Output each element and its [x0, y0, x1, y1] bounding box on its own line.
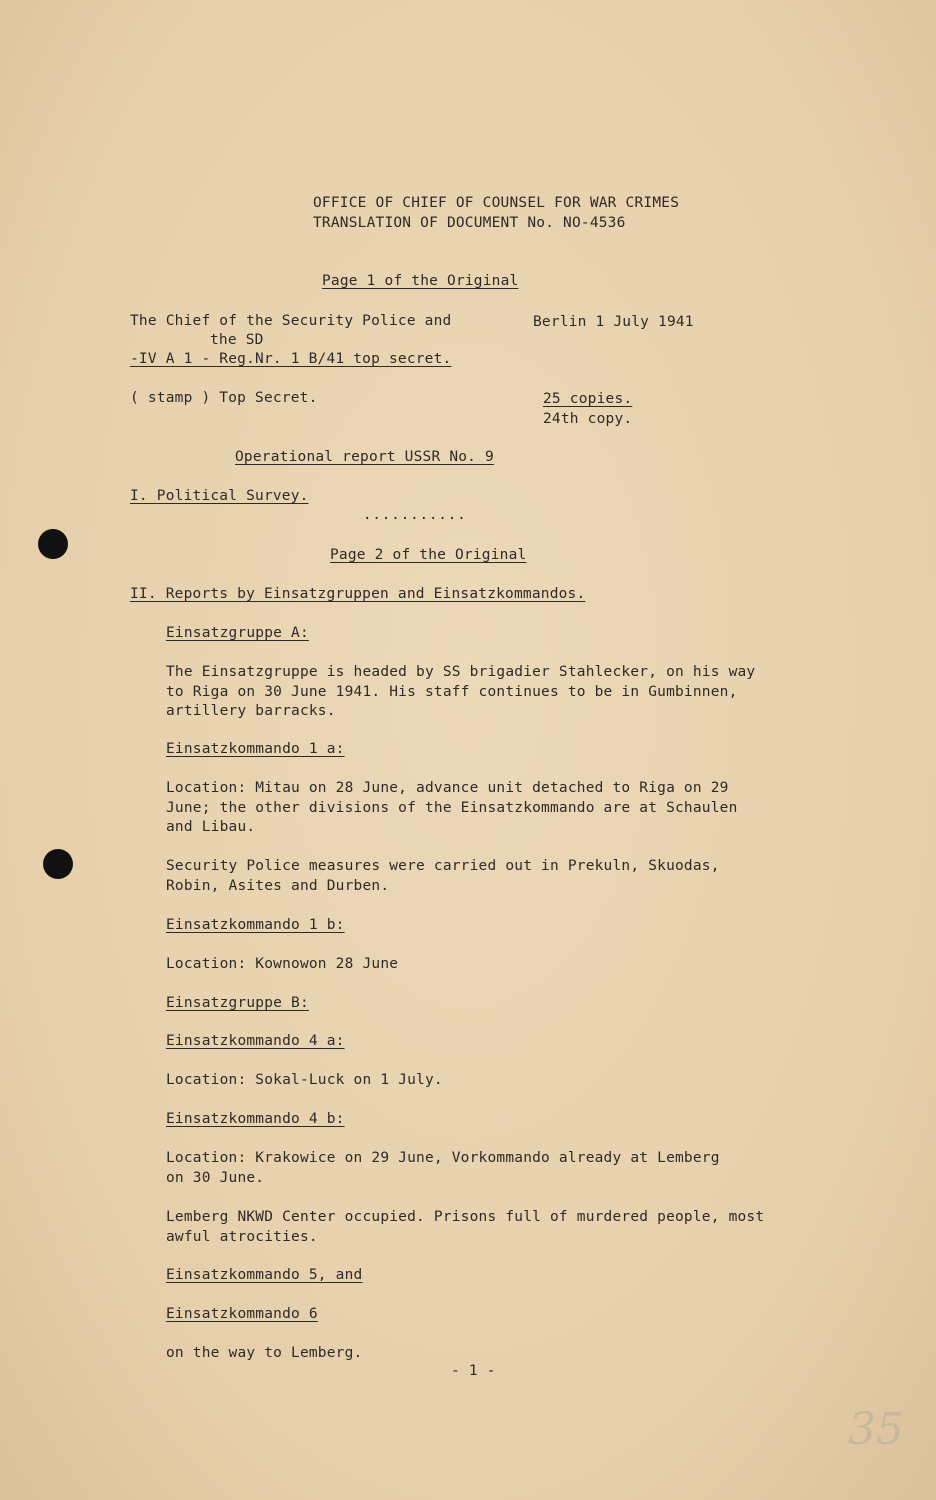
einsatzgruppe-a-text: The Einsatzgruppe is headed by SS brigadier Stahlecker, on his way to Riga on 30 June 1941. His staff continues to be in Gumbinnen, artillery barracks. [166, 664, 756, 719]
copies-count: 25 copies. [543, 391, 633, 407]
section-1-heading: I. Political Survey. [130, 488, 309, 504]
reference-number: -IV A 1 - Reg.Nr. 1 B/41 top secret. [130, 351, 452, 367]
copy-number: 24th copy. [543, 411, 633, 427]
einsatzkommando-1a-heading: Einsatzkommando 1 a: [166, 741, 345, 757]
einsatzkommando-5-heading: Einsatzkommando 5, and [166, 1267, 363, 1283]
einsatzkommando-1a-location: Location: Mitau on 28 June, advance unit detached to Riga on 29 June; the other divisions of the Einsatzkommando are at Schaulen and Libau. [166, 780, 738, 835]
einsatzkommando-1b-location: Location: Kownowon 28 June [166, 956, 399, 972]
einsatzkommando-1a-measures: Security Police measures were carried out in Prekuln, Skuodas, Robin, Asites and Durben. [166, 858, 720, 894]
page-number: - 1 - [451, 1363, 496, 1379]
einsatzkommando-4b-heading: Einsatzkommando 4 b: [166, 1111, 345, 1127]
document-date: Berlin 1 July 1941 [533, 314, 694, 330]
einsatzkommando-4a-heading: Einsatzkommando 4 a: [166, 1033, 345, 1049]
einsatzkommando-5-6-status: on the way to Lemberg. [166, 1345, 363, 1361]
omission-dots: ........... [363, 507, 467, 523]
einsatzkommando-4a-location: Location: Sokal-Luck on 1 July. [166, 1072, 443, 1088]
secrecy-stamp: ( stamp ) Top Secret. [130, 390, 318, 406]
sender-line-1: The Chief of the Security Police and [130, 313, 452, 329]
header-line-2: TRANSLATION OF DOCUMENT No. NO-4536 [313, 215, 626, 231]
einsatzgruppe-a-heading: Einsatzgruppe A: [166, 625, 309, 641]
punch-hole [38, 529, 68, 559]
einsatzgruppe-b-heading: Einsatzgruppe B: [166, 995, 309, 1011]
page-2-marker: Page 2 of the Original [330, 547, 527, 563]
einsatzkommando-6-heading: Einsatzkommando 6 [166, 1306, 318, 1322]
section-2-heading: II. Reports by Einsatzgruppen and Einsatzkommandos. [130, 586, 586, 602]
einsatzkommando-1b-heading: Einsatzkommando 1 b: [166, 917, 345, 933]
page-1-marker: Page 1 of the Original [322, 273, 519, 289]
header-line-1: OFFICE OF CHIEF OF COUNSEL FOR WAR CRIMES [313, 195, 680, 211]
pencil-folio-mark: 35 [848, 1404, 904, 1455]
einsatzkommando-4b-report: Lemberg NKWD Center occupied. Prisons full of murdered people, most awful atrocities. [166, 1209, 765, 1245]
sender-line-2: the SD [210, 332, 264, 348]
einsatzkommando-4b-location: Location: Krakowice on 29 June, Vorkommando already at Lemberg on 30 June. [166, 1150, 720, 1186]
report-title: Operational report USSR No. 9 [235, 449, 494, 465]
punch-hole [43, 849, 73, 879]
